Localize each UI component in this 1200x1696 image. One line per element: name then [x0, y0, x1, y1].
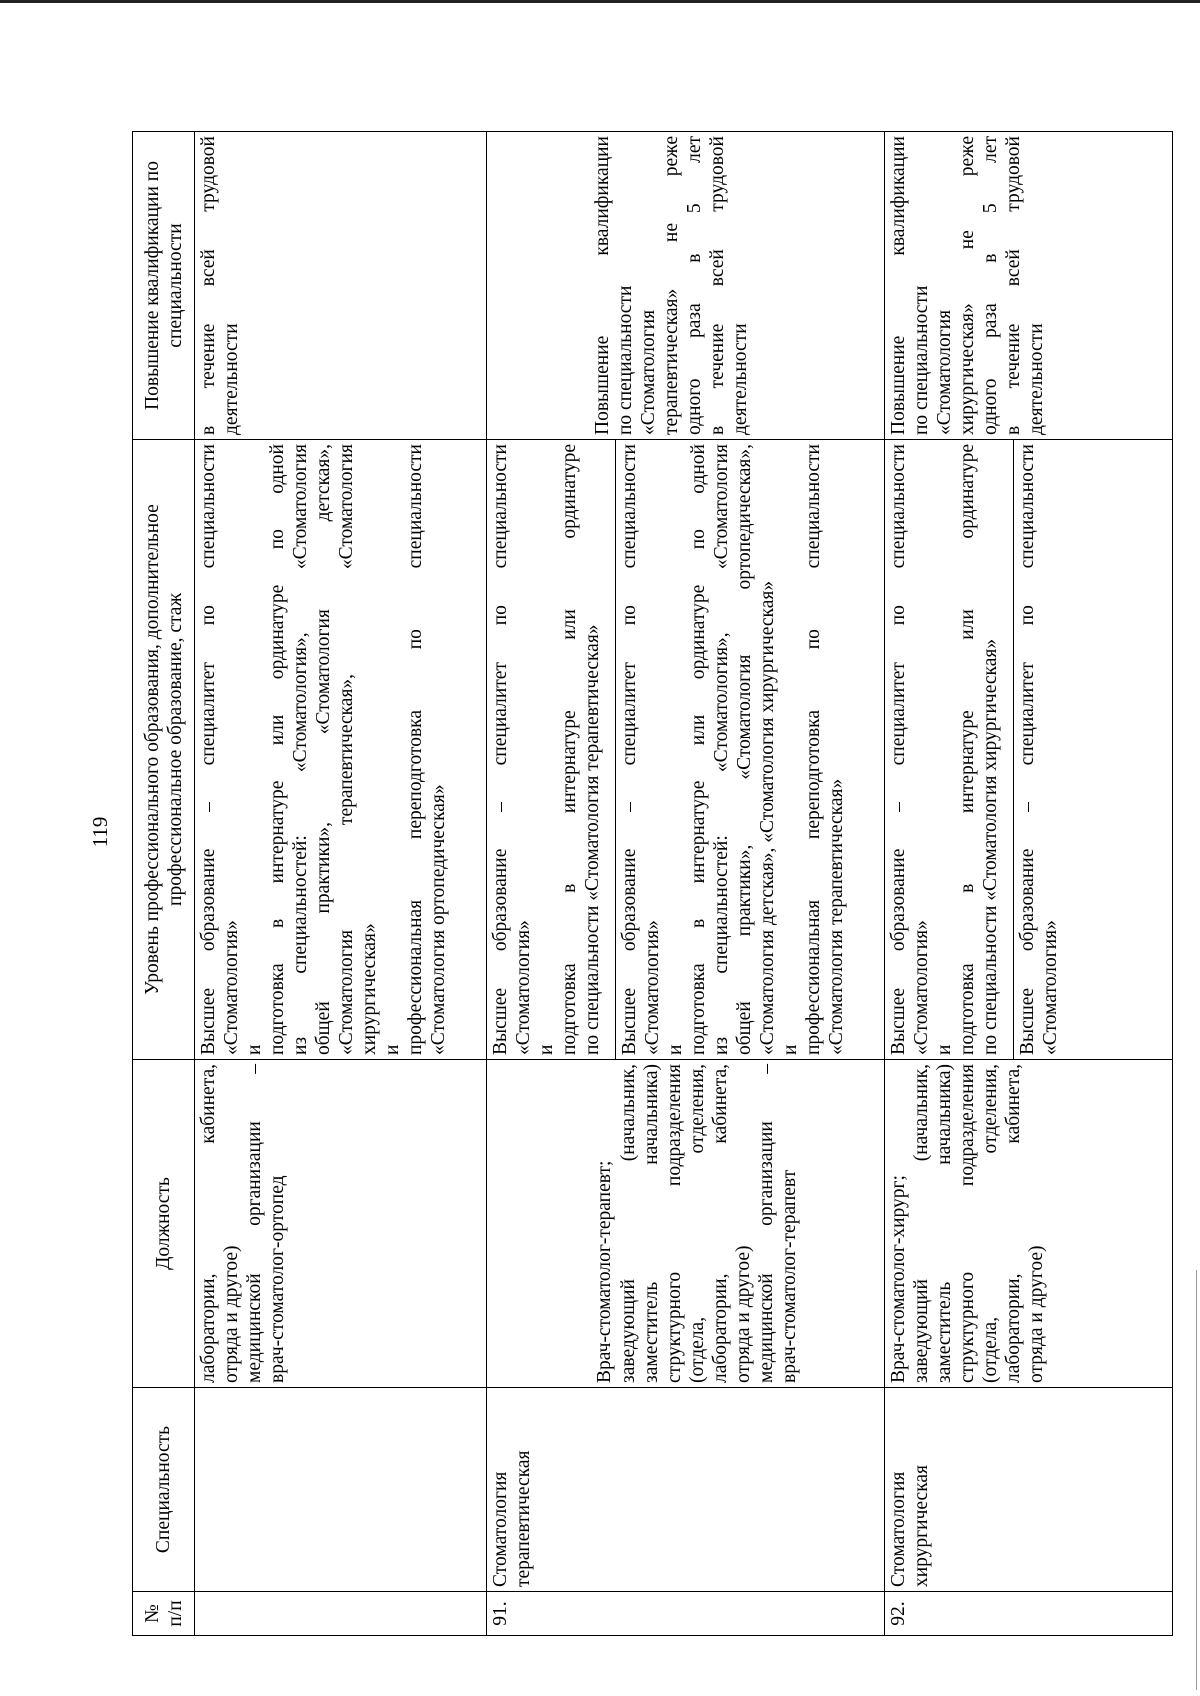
text-line: структурного подразделения: [664, 1064, 685, 1383]
text-line: Повышение квалификации: [888, 136, 909, 435]
text-line: лаборатории, кабинета,: [710, 1064, 731, 1383]
text-line: медицинской организации –: [244, 1064, 265, 1383]
row-92-education-a: [885, 440, 1013, 1059]
text-line: и: [665, 1044, 686, 1055]
text-line: «Стоматология»: [1040, 920, 1061, 1055]
header-position: Должность: [133, 1060, 195, 1388]
text-line: по специальности «Стоматология хирургическая»: [980, 638, 1001, 1055]
text-line: профессиональная переподготовка по специальности: [803, 444, 824, 1055]
scan-edge: [0, 0, 1200, 3]
table-row-92: [885, 132, 1173, 1636]
text-line: из специальностей: «Стоматология», «Стоматология: [711, 444, 732, 1055]
row-91-education-b-wrap: [615, 440, 850, 1059]
row-91-education-a: [487, 440, 615, 1059]
row-92-qualification-lines: [887, 136, 1048, 435]
text-line: по специальности «Стоматология терапевтическая»: [582, 624, 603, 1055]
text-line: подготовка в интернатуре или ординатуре по одной: [267, 444, 288, 1055]
text-line: в течение всей трудовой: [198, 136, 219, 435]
text-line: заместитель начальника): [934, 1064, 955, 1383]
text-line: и: [382, 1044, 403, 1055]
text-line: «Стоматология: [638, 309, 659, 435]
position-lines: [197, 1064, 289, 1383]
text-line: лаборатории, кабинета,: [1003, 1064, 1024, 1383]
text-line: отряда и другое): [221, 1245, 242, 1383]
text-line: отряда и другое): [733, 1245, 754, 1383]
header-row: [133, 132, 195, 1636]
text-line: терапевтическая» не реже: [661, 136, 682, 435]
cell-specialty: [195, 1388, 487, 1592]
row-91-education-b: [618, 444, 848, 1055]
text-line: (отдела, отделения,: [980, 1064, 1001, 1383]
row-91-position-top: [487, 1060, 617, 1387]
row-91-qualification: [487, 132, 885, 440]
rotated-page: [132, 132, 1172, 1636]
cell-num: [195, 1592, 487, 1636]
header-num: № п/п: [133, 1592, 195, 1636]
qualification-lines: [197, 136, 243, 435]
page-number: 119: [88, 816, 112, 848]
row-91-qualification-lines: [591, 132, 752, 439]
table-row-continuation: [195, 132, 487, 1636]
text-line: заместитель начальника): [641, 1064, 662, 1383]
header-qualification: Повышение квалификации по специальности: [133, 132, 195, 440]
text-line: структурного подразделения: [957, 1064, 978, 1383]
text-line: и: [536, 1044, 557, 1055]
cell-education: [195, 440, 487, 1060]
text-line: «Стоматология терапевтическая», «Стоматология: [336, 444, 357, 1055]
text-line: «Стоматология»: [513, 920, 534, 1055]
text-line: по специальности: [911, 285, 932, 435]
text-line: в течение всей трудовой: [707, 136, 728, 435]
text-line: заведующий (начальник,: [911, 1064, 932, 1383]
text-line: лаборатории, кабинета,: [198, 1064, 219, 1383]
text-line: профессиональная переподготовка по специальности: [405, 444, 426, 1055]
row-92-education-b-wrap: [1013, 440, 1064, 1059]
text-line: медицинской организации –: [756, 1064, 777, 1383]
cell-position: [195, 1060, 487, 1388]
text-line: по специальности: [615, 285, 636, 435]
text-line: Повышение квалификации: [592, 136, 613, 435]
text-line: «Стоматология ортопедическая»: [428, 784, 449, 1055]
text-line: общей практики», «Стоматология детская»,: [313, 444, 334, 1055]
text-line: одного раза в 5 лет: [980, 136, 1001, 435]
row-91-specialty: Стоматология терапевтическая: [487, 1388, 885, 1592]
text-line: и: [780, 1044, 801, 1055]
text-line: «Стоматология детская», «Стоматология хирургическая»: [757, 580, 778, 1055]
scan-edge-right: [1196, 1270, 1197, 1690]
row-92-position-b: [910, 1064, 1048, 1383]
row-91-num: 91.: [487, 1592, 885, 1636]
text-line: общей практики», «Стоматология ортопедическая»,: [734, 444, 755, 1055]
text-line: в течение всей трудовой: [1003, 136, 1024, 435]
text-line: «Стоматология»: [642, 920, 663, 1055]
row-92-education-b: [1016, 444, 1062, 1055]
row-91-education: [487, 440, 885, 1060]
text-line: и: [244, 1044, 265, 1055]
row-92-num: 92.: [885, 1592, 1173, 1636]
text-line: одного раза в 5 лет: [684, 136, 705, 435]
text-line: деятельности: [1026, 323, 1047, 435]
row-92-specialty: Стоматология хирургическая: [885, 1388, 1173, 1592]
education-lines: [197, 444, 450, 1055]
text-line: «Стоматология: [934, 309, 955, 435]
text-line: из специальностей: «Стоматология», «Стоматология: [290, 444, 311, 1055]
text-line: (отдела, отделения,: [687, 1064, 708, 1383]
text-line: Высшее образование – специалитет по специальности: [198, 444, 219, 1055]
text-line: врач-стоматолог-терапевт: [779, 1169, 800, 1383]
text-line: подготовка в интернатуре или ординатуре: [957, 444, 978, 1055]
row-92-position-a: Врач-стоматолог-хирург;: [888, 1175, 909, 1383]
text-line: подготовка в интернатуре или ординатуре по одной: [688, 444, 709, 1055]
text-line: «Стоматология»: [221, 920, 242, 1055]
qualification-table: [132, 131, 1173, 1636]
text-line: отряда и другое): [1026, 1245, 1047, 1383]
text-line: Высшее образование – специалитет по специальности: [888, 444, 909, 1055]
table-row-91: [487, 132, 885, 1636]
text-line: Высшее образование – специалитет по специальности: [1017, 444, 1038, 1055]
row-92-education: [885, 440, 1173, 1060]
text-line: деятельности: [730, 323, 751, 435]
text-line: врач-стоматолог-ортопед: [267, 1175, 288, 1383]
text-line: Высшее образование – специалитет по специальности: [619, 444, 640, 1055]
text-line: заведующий (начальник,: [618, 1064, 639, 1383]
row-92-qualification: [885, 132, 1173, 440]
text-line: Высшее образование – специалитет по специальности: [490, 444, 511, 1055]
header-education: Уровень профессионального образования, дополнительное профессиональное образование, стаж: [133, 440, 195, 1060]
row-91-position-b: [617, 1060, 801, 1387]
row-91-position-a: Врач-стоматолог-терапевт;: [594, 1160, 615, 1383]
text-line: хирургическая» не реже: [957, 136, 978, 435]
text-line: деятельности: [221, 323, 242, 435]
row-91-position: [487, 1060, 885, 1388]
text-line: «Стоматология»: [911, 920, 932, 1055]
text-line: и: [934, 1044, 955, 1055]
row-92-position: [885, 1060, 1173, 1388]
header-specialty: Специальность: [133, 1388, 195, 1592]
text-line: хирургическая»: [359, 923, 380, 1055]
text-line: подготовка в интернатуре или ординатуре: [559, 444, 580, 1055]
cell-qualification: [195, 132, 487, 440]
text-line: «Стоматология терапевтическая»: [826, 778, 847, 1055]
